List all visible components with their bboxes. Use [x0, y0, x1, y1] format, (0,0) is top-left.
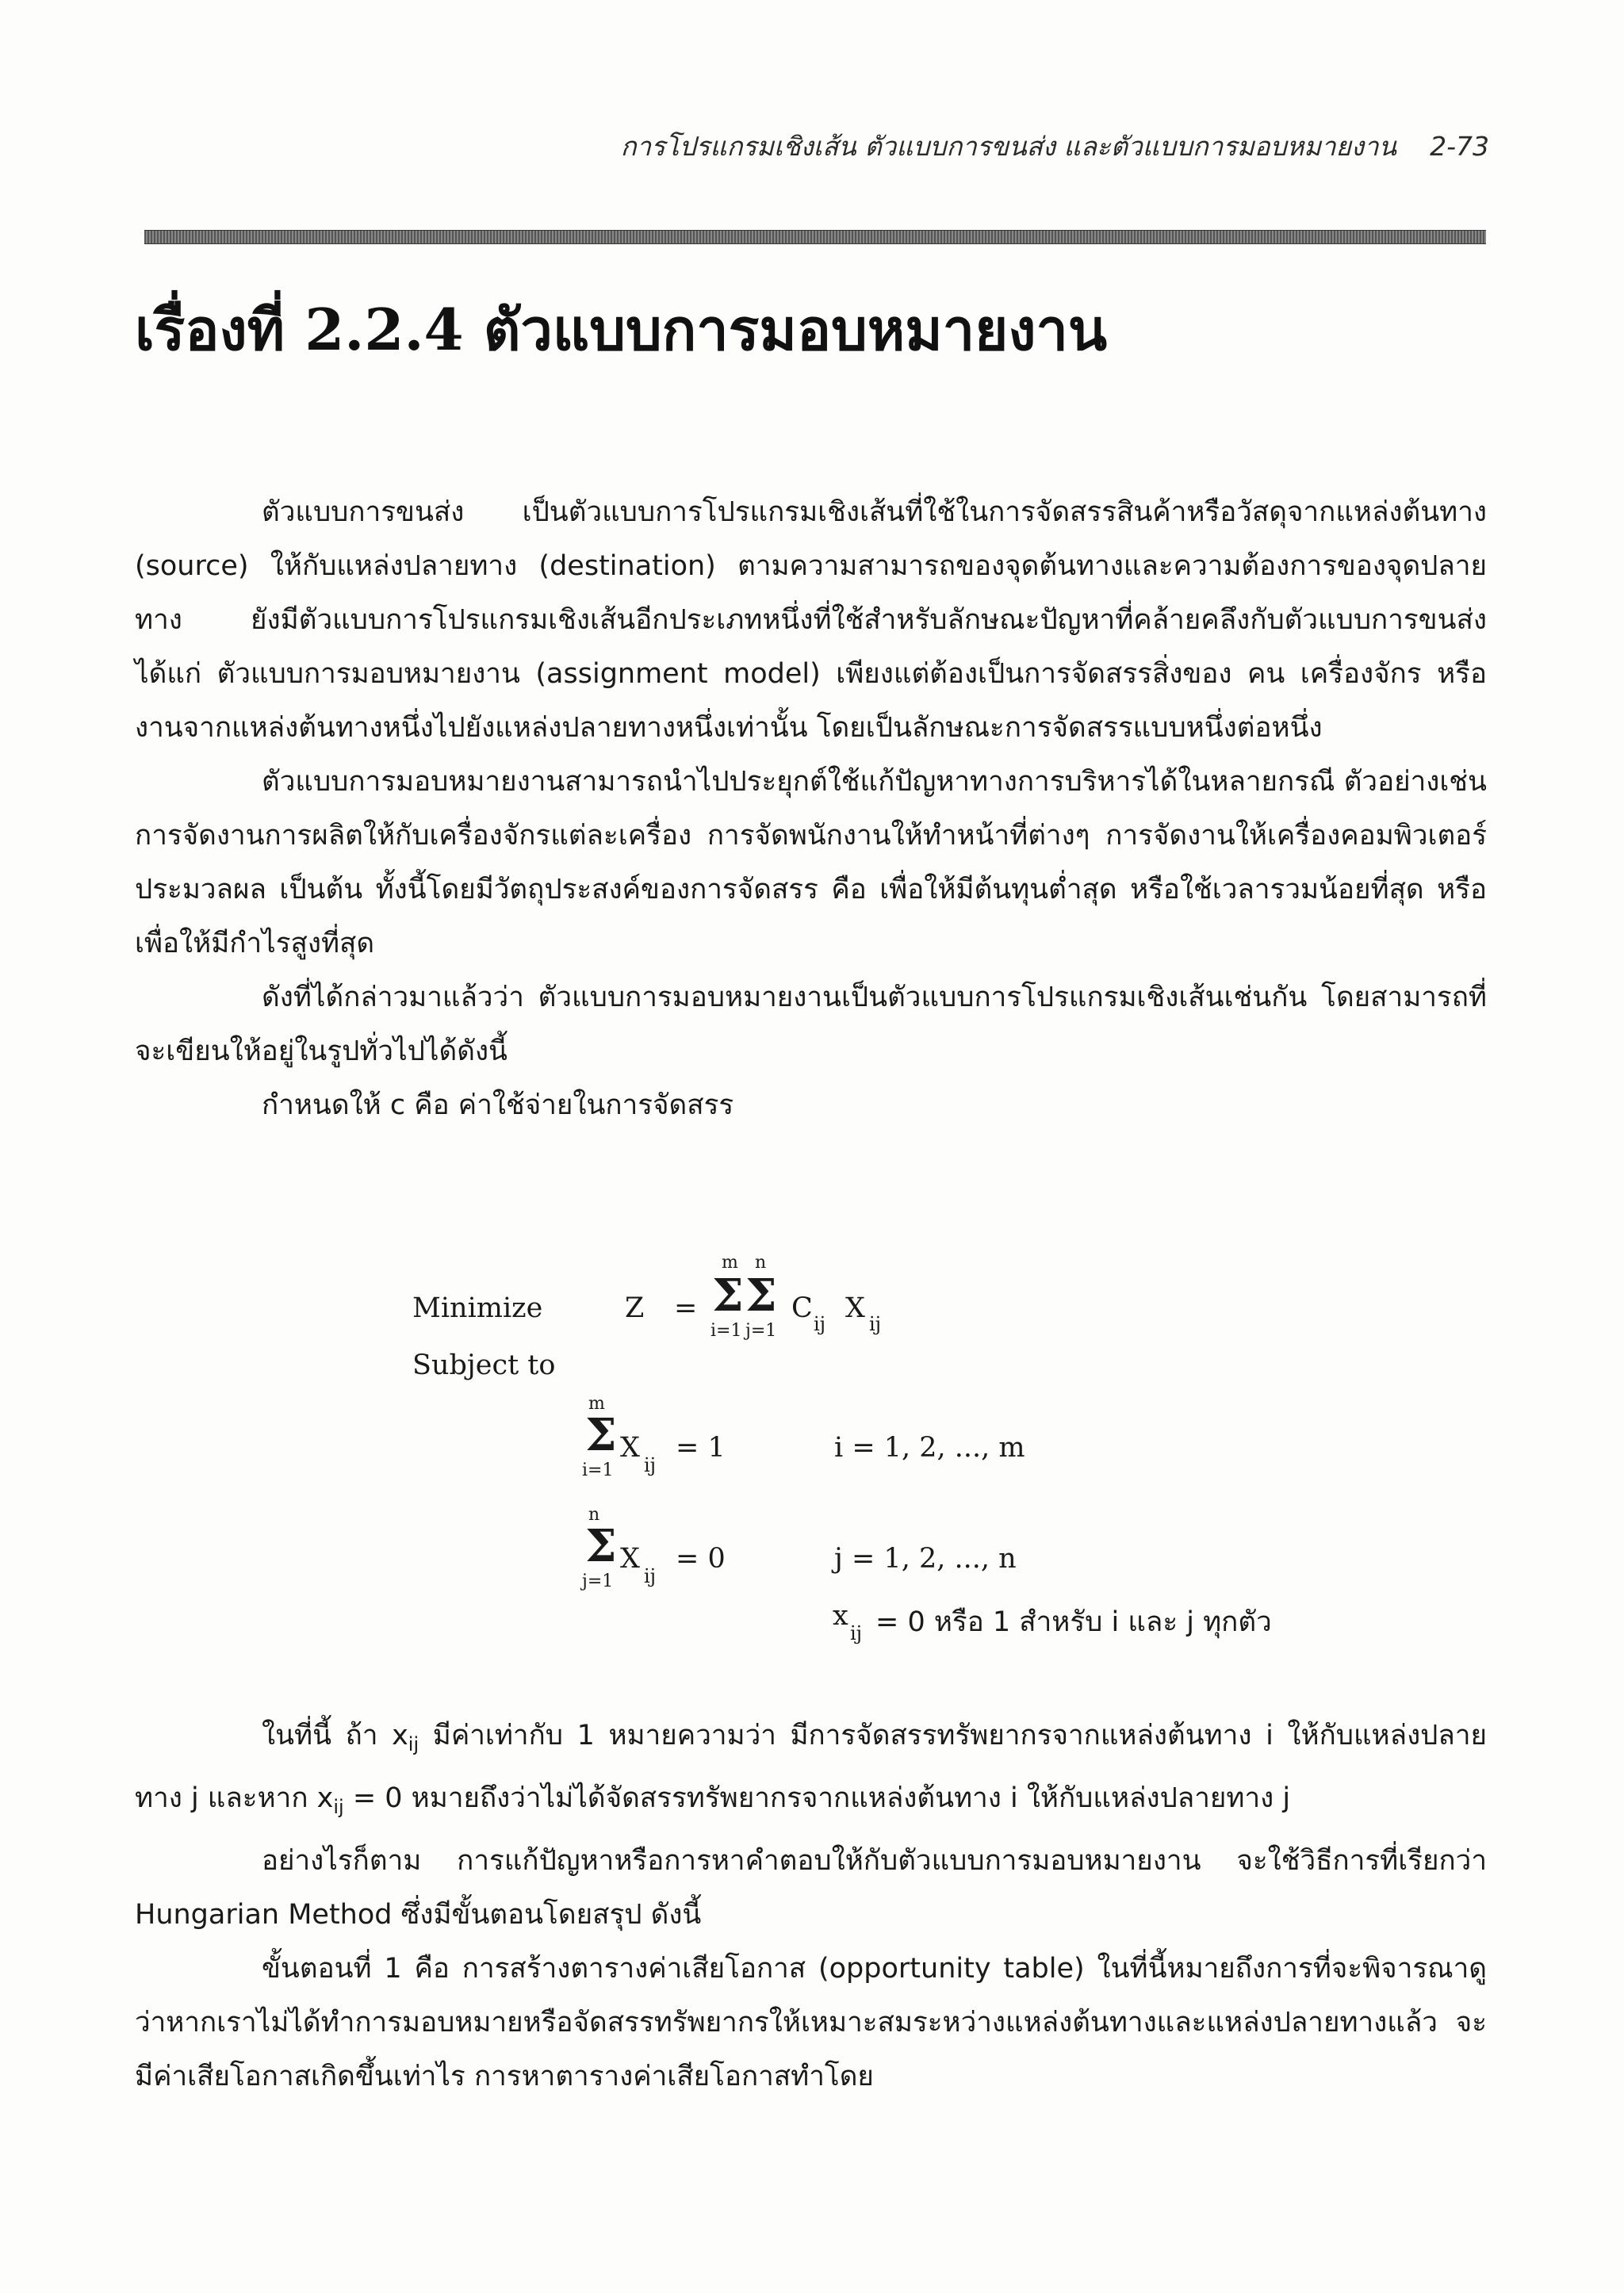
section-title: เรื่องที่ 2.2.4 ตัวแบบการมอบหมายงาน — [135, 296, 1108, 363]
sum-upper-m: m — [722, 1253, 738, 1273]
sum-lower-j: j=1 — [745, 1321, 777, 1341]
explanation-text — [135, 1709, 1487, 2104]
constraint-2-range: j = 1, 2, ..., n — [834, 1543, 1017, 1575]
var-x: X — [620, 1543, 640, 1575]
paragraph: กำหนดให้ c คือ ค่าใช้จ่ายในการจัดสรร — [262, 1089, 734, 1121]
sum-upper-n: n — [755, 1253, 767, 1273]
objective-equals: = — [674, 1292, 698, 1324]
running-title: การโปรแกรมเชิงเส้น ตัวแบบการขนส่ง และตัวแบบการมอบหมายงาน — [620, 131, 1397, 162]
sigma-symbol: Σ — [585, 1520, 617, 1572]
paragraph: ตัวแบบการมอบหมายงานสามารถนำไปประยุกต์ใช้แก้ปัญหาทางการบริหารได้ในหลายกรณี ตัวอย่างเช่น การจัดงานการผลิตให้กับเครื่องจักรแต่ละเครื่อง การจัดพนักงานให้ทำหน้าที่ต่างๆ การจัดงานให้เครื่องคอมพิวเตอร์ประมวลผล เป็นต้น ทั้งนี้โดยมีวัตถุประสงค์ของการจัดสรร คือ เพื่อให้มีต้นทุนต่ำสุด หรือใช้เวลารวมน้อยที่สุด หรือเพื่อให้มีกำไรสูงที่สุด — [135, 766, 1487, 959]
sum-lower-j: j=1 — [582, 1571, 614, 1591]
paragraph: อย่างไรก็ตาม การแก้ปัญหาหรือการหาคำตอบให้กับตัวแบบการมอบหมายงาน จะใช้วิธีการที่เรียกว่า Hungarian Method ซึ่งมีขั้นตอนโดยสรุป ดังนี้ — [135, 1845, 1487, 1931]
header-rule — [144, 230, 1486, 244]
subscript-ij: ij — [850, 1622, 863, 1644]
subscript-ij: ij — [333, 1796, 344, 1818]
cost-c: C — [791, 1292, 813, 1324]
intro-text — [135, 485, 1487, 1132]
page-number: 2-73 — [1430, 131, 1489, 162]
sum-lower-i: i=1 — [582, 1460, 614, 1480]
binary-constraint: = 0 หรือ 1 สำหรับ i และ j ทุกตัว — [875, 1606, 1272, 1638]
binary-var-x: x — [833, 1600, 848, 1632]
objective-z: Z — [625, 1292, 645, 1324]
paragraph: ตัวแบบการขนส่ง เป็นตัวแบบการโปรแกรมเชิงเส้นที่ใช้ในการจัดสรรสินค้าหรือวัสดุจากแหล่งต้นทาง (source) ให้กับแหล่งปลายทาง (destination) ตามความสามารถของจุดต้นทางและความต้องการของจุดปลายทาง ยังมีตัวแบบการโปรแกรมเชิงเส้นอีกประเภทหนึ่งที่ใช้สำหรับลักษณะปัญหาที่คล้ายคลึงกับตัวแบบการขนส่ง ได้แก่ ตัวแบบการมอบหมายงาน (assignment model) เพียงแต่ต้องเป็นการจัดสรรสิ่งของ คน เครื่องจักร หรืองานจากแหล่งต้นทางหนึ่งไปยังแหล่งปลายทางหนึ่งเท่านั้น โดยเป็นลักษณะการจัดสรรแบบหนึ่งต่อหนึ่ง — [135, 496, 1487, 744]
paragraph: ขั้นตอนที่ 1 คือ การสร้างตารางค่าเสียโอกาส (opportunity table) ในที่นี้หมายถึงการที่จะพิจารณาดูว่าหากเราไม่ได้ทำการมอบหมายหรือจัดสรรทรัพยากรให้เหมาะสมระหว่างแหล่งต้นทางและแหล่งปลายทางแล้ว จะมีค่าเสียโอกาสเกิดขึ้นเท่าไร การหาตารางค่าเสียโอกาสทำโดย — [135, 1953, 1487, 2092]
subscript-ij: ij — [814, 1313, 826, 1335]
subscript-ij: ij — [644, 1454, 657, 1476]
minimize-label: Minimize — [412, 1292, 543, 1324]
sum-lower-i: i=1 — [710, 1321, 742, 1341]
var-x: X — [620, 1432, 640, 1464]
sum-upper-n: n — [588, 1505, 600, 1525]
subscript-ij: ij — [869, 1313, 882, 1335]
sigma-symbol: Σ — [745, 1269, 777, 1322]
subscript-ij: ij — [408, 1733, 419, 1755]
paragraph: ดังที่ได้กล่าวมาแล้วว่า ตัวแบบการมอบหมายงานเป็นตัวแบบการโปรแกรมเชิงเส้นเช่นกัน โดยสามารถที่จะเขียนให้อยู่ในรูปทั่วไปได้ดังนี้ — [135, 982, 1487, 1067]
sigma-symbol: Σ — [712, 1269, 744, 1322]
sigma-symbol: Σ — [585, 1409, 617, 1461]
text-run: ในที่นี้ ถ้า x — [262, 1720, 408, 1751]
text-run: มีค่าเท่ากับ 1 หมายความว่า มีการจัดสรรทรัพยากรจากแหล่งต้นทาง i ให้กับแหล่งปลายทาง j และหาก x — [135, 1720, 1487, 1814]
var-x: X — [845, 1292, 865, 1324]
constraint-1-rhs: = 1 — [676, 1432, 726, 1464]
constraint-1-range: i = 1, 2, ..., m — [834, 1432, 1025, 1464]
running-header — [127, 125, 1489, 167]
paragraph — [135, 1709, 1487, 1834]
constraint-2-rhs: = 0 — [676, 1543, 726, 1575]
subscript-ij: ij — [644, 1565, 657, 1587]
text-run: = 0 หมายถึงว่าไม่ได้จัดสรรทรัพยากรจากแหล่งต้นทาง i ให้กับแหล่งปลายทาง j — [343, 1782, 1291, 1814]
sum-upper-m: m — [588, 1394, 605, 1414]
assignment-model-formulation — [412, 1246, 1364, 1667]
subject-to-label: Subject to — [412, 1349, 556, 1381]
